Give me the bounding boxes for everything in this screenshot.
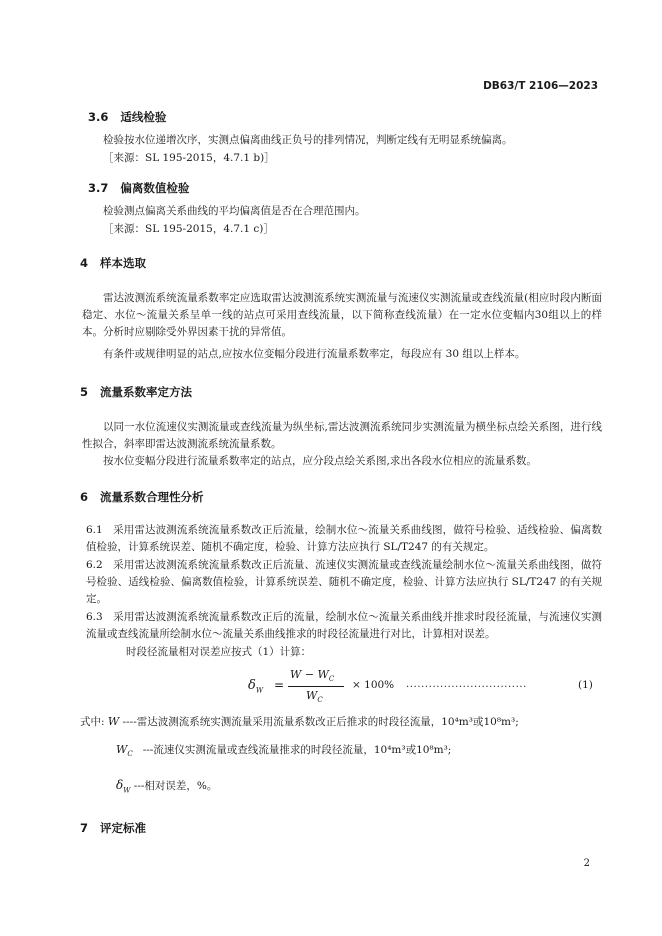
clause-text: 采用雷达波测流系统流量系数改正后的流量，绘制水位～流量关系曲线并推求时段径流量，与流速仪实测流量或查线流量所绘制水位～流量关系曲线推求的时段径流量进行对比，计算相对误差。 [86,611,602,640]
where-label: 式中: [80,716,105,728]
section-title: 样本选取 [100,256,147,270]
section-number: 4 [80,256,89,270]
formula-1 [248,666,604,708]
section-4-paragraph-1: 雷达波测流系统流量系数率定应选取雷达波测流系统实测流量与流速仪实测流量或查线流量(相应时段内断面稳定、水位～流量关系呈单一线的站点可采用查线流量，以下简称查线流量）在一定水位变幅内30组以上的样本。分析时应剔除受外界因素干扰的异常值。 [82,292,602,338]
formula-leader-dots: ................................ [406,679,527,690]
formula-label: (1) [578,679,593,691]
page-number: 2 [583,858,590,869]
clause-6-1 [86,522,602,556]
clause-text: 采用雷达波测流系统流量系数改正后流量、流速仪实测流量或查线流量绘制水位～流量关系曲线图，做符号检验、适线检验、偏离数值检验，计算系统误差、随机不确定度，检验、计算方法应执行 SL/T247 的有关规定。 [86,559,602,605]
section-4-heading [80,255,146,271]
clause-number: 6.1 [86,524,103,536]
clause-6-3 [86,609,602,643]
section-title: 适线检验 [120,110,167,124]
section-3-7-heading [88,180,189,196]
formula-denominator: $W_C$ [306,689,323,705]
section-title: 流量系数合理性分析 [100,490,204,504]
formula-intro: 时段径流量相对误差应按式（1）计算： [126,646,312,658]
section-5-heading [80,384,192,400]
variable-symbol: $\delta_W$ [116,778,131,795]
section-title: 流量系数率定方法 [100,385,193,399]
formula-equals: = [274,678,285,692]
clause-6-2 [86,557,602,608]
section-3-6-heading [88,109,166,125]
section-3-6-source: ［来源：SL 195-2015，4.7.1 b)］ [103,152,275,164]
where-line-1 [80,713,519,731]
variable-description: ---相对误差，%。 [133,780,218,792]
section-3-7-source: ［来源：SL 195-2015，4.7.1 c)］ [103,223,274,235]
variable-description: ---流速仪实测流量或查线流量推求的时段径流量，10⁴m³或10⁸m³; [142,744,452,756]
section-6-heading [80,489,204,505]
where-line-3 [116,776,217,799]
section-4-paragraph-2: 有条件或规律明显的站点,应按水位变幅分段进行流量系数率定，每段应有 30 组以上样本。 [103,348,526,360]
formula-times-percent: × 100% [352,679,395,691]
variable-description: ----雷达波测流系统实测流量采用流量系数改正后推求的时段径流量，10⁴m³或10⁸m³; [122,716,519,728]
formula-numerator: $W - W_C$ [290,668,335,684]
section-number: 5 [80,385,89,399]
clause-number: 6.2 [86,559,103,571]
variable-symbol: W [107,715,120,728]
section-5-paragraph-1: 以同一水位流速仪实测流量或查线流量为纵坐标,雷达波测流系统同步实测流量为横坐标点绘关系图，进行线性拟合，斜率即雷达波测流系统流量系数。 [82,421,602,450]
section-title: 评定标准 [100,821,147,835]
clause-number: 6.3 [86,611,103,623]
section-3-6-body: 检验按水位递增次序，实测点偏离曲线正负号的排列情况，判断定线有无明显系统偏离。 [103,134,513,146]
section-3-7-body: 检验测点偏离关系曲线的平均偏离值是否在合理范围内。 [103,205,366,217]
clause-text: 采用雷达波测流系统流量系数改正后流量，绘制水位～流量关系曲线图，做符号检验、适线检验、偏离数值检验，计算系统误差、随机不确定度，检验、计算方法应执行 SL/T247 的有关规定。 [86,524,602,553]
variable-symbol: $W_C$ [116,743,133,759]
section-number: 3.7 [88,181,109,195]
where-line-2 [116,741,451,763]
document-code: DB63/T 2106—2023 [483,80,598,92]
section-number: 7 [80,821,89,835]
section-number: 3.6 [88,110,109,124]
section-5-paragraph-2: 按水位变幅分段进行流量系数率定的站点，应分段点绘关系图,求出各段水位相应的流量系数。 [103,455,537,467]
formula-fraction-bar [288,686,344,687]
section-7-heading [80,820,146,836]
formula-lhs: $\delta_W$ [248,678,264,695]
section-title: 偏离数值检验 [120,181,190,195]
section-number: 6 [80,490,89,504]
